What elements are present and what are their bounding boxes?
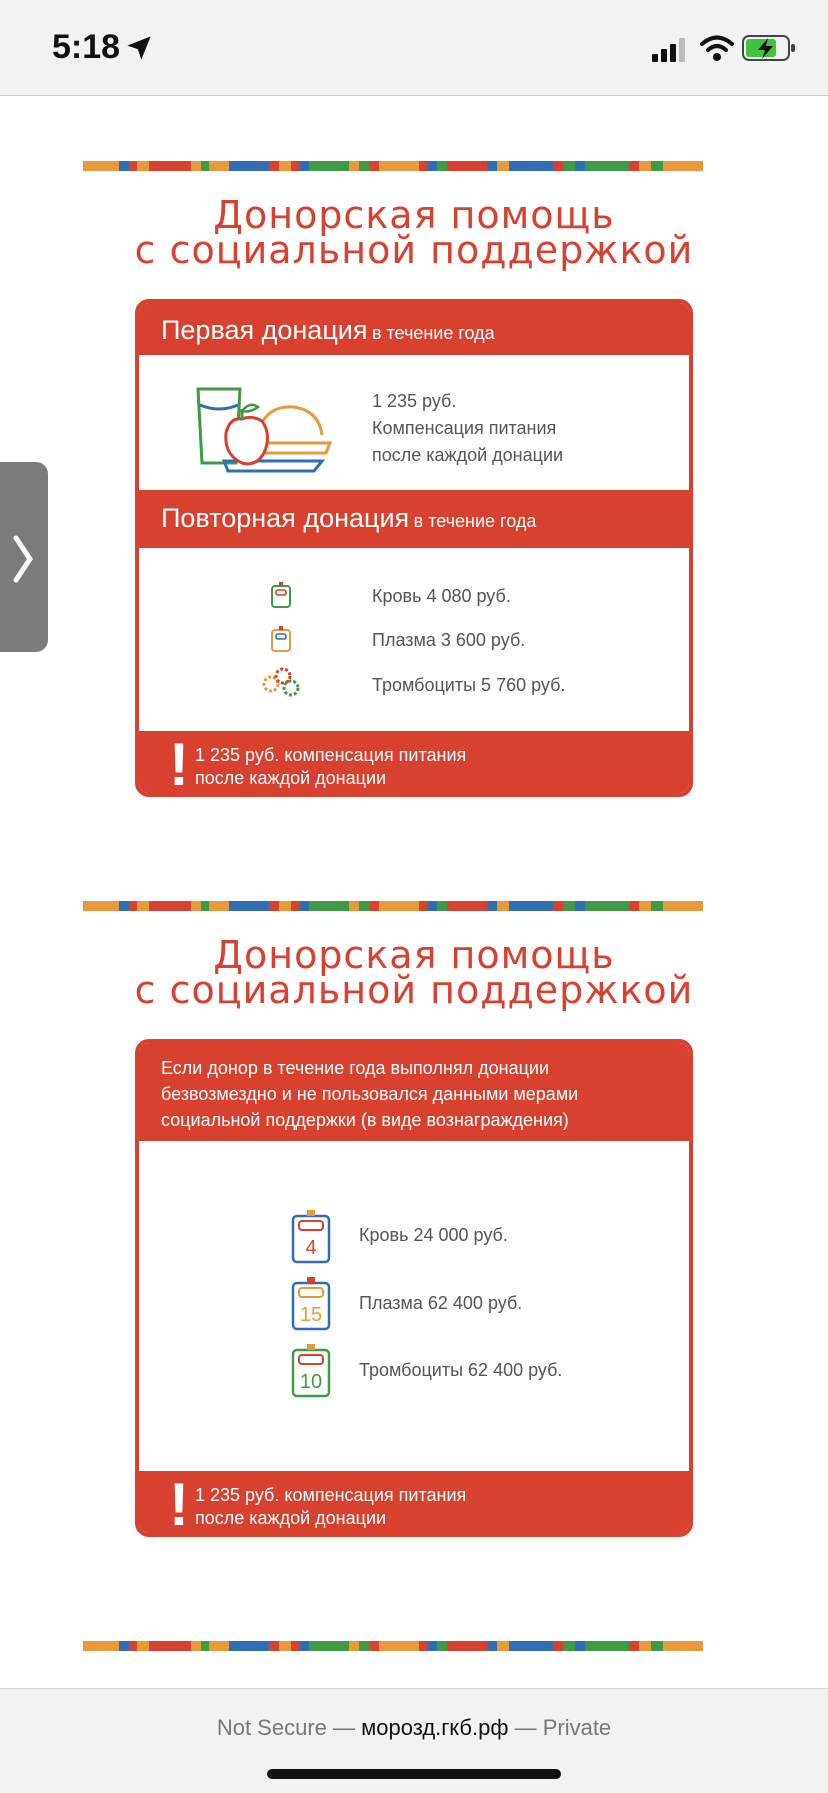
stripe-segment — [419, 1641, 427, 1651]
stripe-segment — [563, 1641, 575, 1651]
decorative-stripe — [83, 901, 745, 911]
stripe-segment — [269, 1641, 279, 1651]
stripe-segment — [137, 161, 149, 171]
battery-charging-icon — [742, 34, 796, 62]
stripe-segment — [509, 1641, 553, 1651]
platelets-icon — [259, 665, 303, 699]
stripe-segment — [639, 1641, 651, 1651]
stripe-segment — [137, 1641, 149, 1651]
repeat-platelets-value: Тромбоциты 5 760 руб. — [372, 675, 566, 695]
stripe-segment — [585, 1641, 629, 1651]
repeat-donation-header — [139, 490, 689, 548]
cellular-signal-icon — [652, 38, 688, 62]
section1-title-line2: с социальной поддержкой — [134, 228, 694, 272]
stripe-segment — [553, 161, 563, 171]
next-section-title-partial — [120, 1678, 710, 1688]
platelets-total-value: Тромбоциты 62 400 руб. — [359, 1360, 563, 1380]
stripe-segment — [487, 901, 497, 911]
stripe-segment — [359, 1641, 369, 1651]
stripe-segment — [149, 1641, 191, 1651]
food-icon — [194, 383, 334, 473]
url-suffix: — Private — [514, 1715, 612, 1740]
section2-header-line1: Если донор в течение года выполнял донации — [161, 1058, 549, 1078]
stripe-segment — [487, 1641, 497, 1651]
stripe-segment — [437, 901, 447, 911]
sidebar-toggle-button[interactable] — [0, 462, 48, 652]
stripe-segment — [229, 161, 269, 171]
stripe-segment — [563, 901, 575, 911]
stripe-segment — [291, 161, 299, 171]
section1-footer-line2: после каждой донации — [195, 768, 387, 788]
section2-title-line2: с социальной поддержкой — [134, 968, 694, 1012]
url-display[interactable] — [0, 1715, 828, 1741]
stripe-segment — [663, 161, 703, 171]
stripe-segment — [309, 161, 349, 171]
stripe-segment — [129, 161, 137, 171]
location-arrow-icon — [125, 34, 153, 62]
stripe-segment — [229, 1641, 269, 1651]
stripe-segment — [137, 901, 149, 911]
stripe-segment — [651, 1641, 663, 1651]
stripe-segment — [427, 1641, 437, 1651]
url-domain: морозд.гкб.рф — [361, 1715, 509, 1740]
section2-footer-line1: 1 235 руб. компенсация питания — [195, 1485, 467, 1505]
stripe-segment — [663, 901, 703, 911]
blood-bag-icon — [269, 581, 293, 609]
stripe-segment — [83, 161, 119, 171]
stripe-segment — [639, 901, 651, 911]
stripe-segment — [575, 161, 585, 171]
stripe-segment — [209, 161, 229, 171]
browser-address-bar[interactable] — [0, 1688, 828, 1793]
platelets-count-number: 10 — [299, 1371, 323, 1393]
stripe-segment — [369, 901, 379, 911]
stripe-segment — [575, 901, 585, 911]
stripe-segment — [447, 1641, 487, 1651]
stripe-segment — [149, 901, 191, 911]
decorative-stripe — [83, 1641, 745, 1651]
stripe-segment — [149, 161, 191, 171]
stripe-segment — [427, 161, 437, 171]
stripe-segment — [447, 161, 487, 171]
stripe-segment — [419, 161, 427, 171]
repeat-donation-heading: Повторная донация — [161, 503, 410, 533]
web-page[interactable] — [0, 96, 828, 1688]
stripe-segment — [191, 1641, 201, 1651]
repeat-donation-period: в течение года — [413, 511, 537, 531]
stripe-segment — [629, 1641, 639, 1651]
stripe-segment — [191, 161, 201, 171]
blood-count-number: 4 — [305, 1237, 317, 1259]
section2-header-line3: социальной поддержки (в виде вознаграждения) — [161, 1110, 569, 1130]
stripe-segment — [359, 901, 369, 911]
first-donation-desc-line1: Компенсация питания — [372, 418, 557, 438]
stripe-segment — [651, 161, 663, 171]
stripe-segment — [379, 161, 419, 171]
stripe-segment — [201, 1641, 209, 1651]
stripe-segment — [487, 161, 497, 171]
stripe-segment — [191, 901, 201, 911]
stripe-segment — [349, 901, 359, 911]
stripe-segment — [369, 161, 379, 171]
home-indicator[interactable] — [267, 1769, 561, 1779]
stripe-segment — [299, 161, 309, 171]
stripe-segment — [639, 161, 651, 171]
stripe-segment — [201, 161, 209, 171]
stripe-segment — [509, 161, 553, 171]
stripe-segment — [129, 1641, 137, 1651]
stripe-segment — [309, 901, 349, 911]
stripe-segment — [209, 1641, 229, 1651]
stripe-segment — [585, 161, 629, 171]
stripe-segment — [129, 901, 137, 911]
first-donation-period: в течение года — [371, 323, 495, 343]
donation-card-2 — [135, 1039, 693, 1537]
stripe-segment — [209, 901, 229, 911]
stripe-segment — [119, 161, 129, 171]
stripe-segment — [379, 1641, 419, 1651]
first-donation-amount: 1 235 руб. — [372, 391, 457, 411]
plasma-bag-count-icon — [289, 1275, 333, 1331]
stripe-segment — [585, 901, 629, 911]
stripe-segment — [437, 161, 447, 171]
stripe-segment — [119, 901, 129, 911]
section1-footer-line1: 1 235 руб. компенсация питания — [195, 745, 467, 765]
exclamation-icon: ! — [169, 731, 189, 797]
stripe-segment — [437, 1641, 447, 1651]
stripe-segment — [629, 901, 639, 911]
plasma-total-value: Плазма 62 400 руб. — [359, 1293, 523, 1313]
first-donation-header — [139, 303, 689, 355]
stripe-segment — [379, 901, 419, 911]
stripe-segment — [359, 161, 369, 171]
stripe-segment — [83, 1641, 119, 1651]
chevron-right-icon — [12, 534, 34, 584]
wifi-icon — [700, 34, 734, 62]
section2-header-line2: безвозмездно и не пользовался данными мерами — [161, 1084, 579, 1104]
first-donation-desc-line2: после каждой донации — [372, 445, 564, 465]
stripe-segment — [349, 1641, 359, 1651]
stripe-segment — [427, 901, 437, 911]
stripe-segment — [447, 901, 487, 911]
platelets-bag-count-icon — [289, 1342, 333, 1398]
section2-header — [139, 1043, 689, 1141]
stripe-segment — [663, 1641, 703, 1651]
stripe-segment — [291, 1641, 299, 1651]
stripe-segment — [629, 161, 639, 171]
stripe-segment — [563, 161, 575, 171]
stripe-segment — [509, 901, 553, 911]
section2-footer — [139, 1471, 689, 1537]
exclamation-icon: ! — [169, 1471, 189, 1537]
stripe-segment — [279, 161, 291, 171]
section2-title-line1: Донорская помощь — [213, 933, 615, 977]
stripe-segment — [201, 901, 209, 911]
stripe-segment — [291, 901, 299, 911]
url-prefix: Not Secure — — [216, 1715, 355, 1740]
donation-card-1 — [135, 299, 693, 797]
section1-footer — [139, 731, 689, 797]
blood-total-value: Кровь 24 000 руб. — [359, 1225, 508, 1245]
stripe-segment — [497, 901, 509, 911]
plasma-count-number: 15 — [299, 1304, 323, 1326]
section1-title-line1: Донорская помощь — [213, 193, 615, 237]
stripe-segment — [83, 901, 119, 911]
stripe-segment — [369, 1641, 379, 1651]
status-time: 5:18 — [52, 28, 121, 66]
first-donation-heading: Первая донация — [161, 315, 368, 345]
repeat-plasma-value: Плазма 3 600 руб. — [372, 630, 526, 650]
decorative-stripe — [83, 161, 745, 171]
stripe-segment — [309, 1641, 349, 1651]
stripe-segment — [553, 1641, 563, 1651]
stripe-segment — [119, 1641, 129, 1651]
repeat-blood-value: Кровь 4 080 руб. — [372, 586, 511, 606]
stripe-segment — [279, 901, 291, 911]
stripe-segment — [553, 901, 563, 911]
section2-footer-line2: после каждой донации — [195, 1508, 387, 1528]
stripe-segment — [419, 901, 427, 911]
stripe-segment — [575, 1641, 585, 1651]
stripe-segment — [497, 161, 509, 171]
plasma-bag-icon — [269, 625, 293, 653]
stripe-segment — [497, 1641, 509, 1651]
stripe-segment — [269, 901, 279, 911]
status-bar — [0, 0, 828, 96]
stripe-segment — [299, 901, 309, 911]
stripe-segment — [651, 901, 663, 911]
stripe-segment — [299, 1641, 309, 1651]
stripe-segment — [269, 161, 279, 171]
stripe-segment — [229, 901, 269, 911]
stripe-segment — [349, 161, 359, 171]
stripe-segment — [279, 1641, 291, 1651]
blood-bag-count-icon — [289, 1208, 333, 1264]
